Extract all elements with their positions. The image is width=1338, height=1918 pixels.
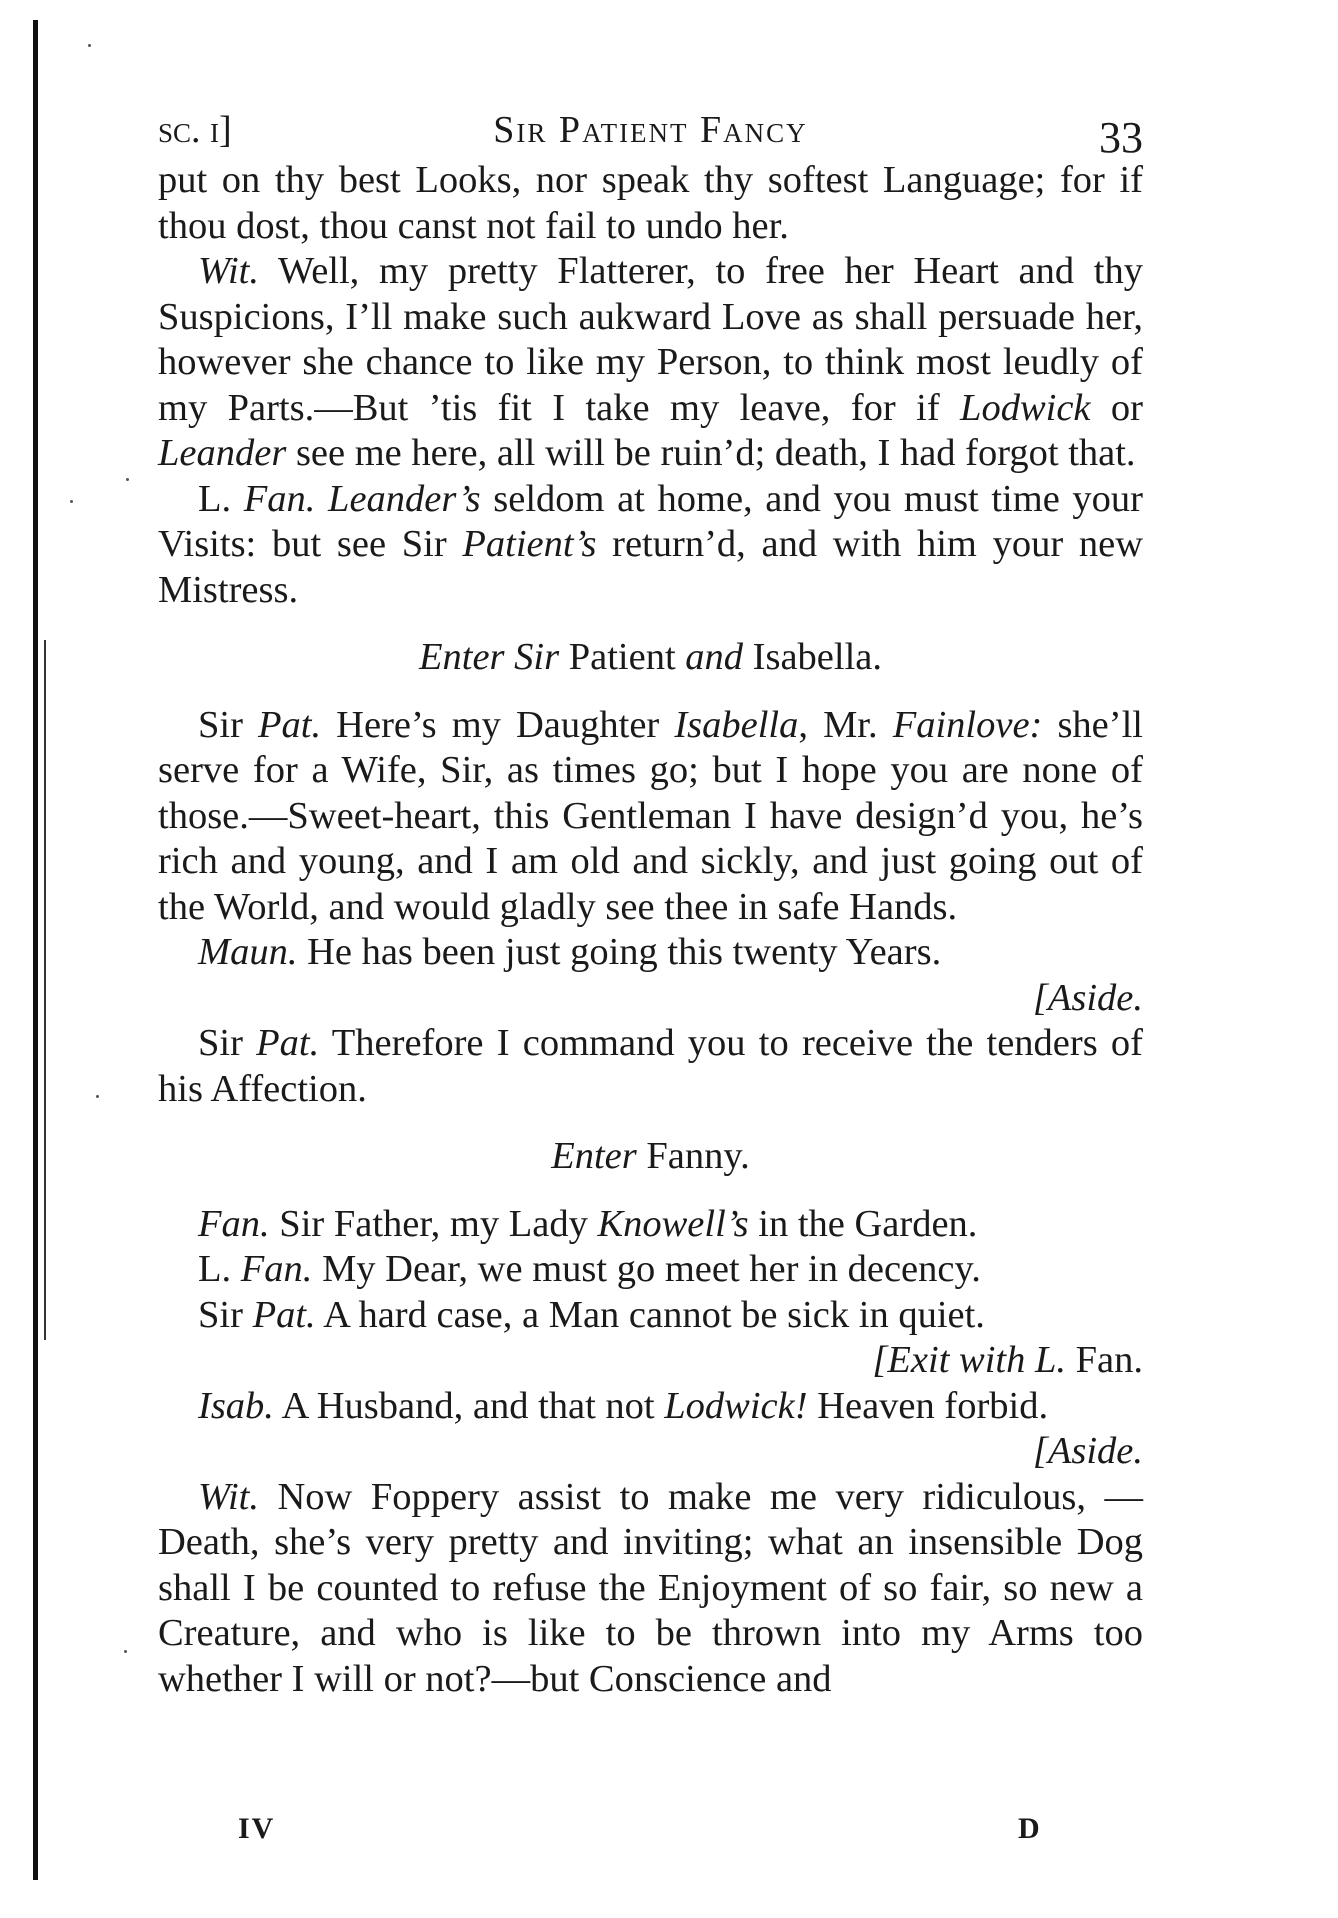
aside-direction: [Aside. — [1032, 976, 1143, 1019]
speech-text: He has been just going this twenty Years. — [297, 931, 942, 973]
speaker-prefix: L. — [198, 477, 244, 520]
speech — [158, 1021, 1143, 1112]
stage-name: Patient — [559, 636, 686, 678]
scan-speck — [88, 44, 91, 47]
exit-name: Fan. — [1066, 1339, 1143, 1381]
speech — [158, 703, 1143, 931]
running-title: Sir Patient Fancy — [493, 109, 808, 151]
speech-text: Here’s my Daughter — [321, 703, 675, 746]
speaker-name: Wit. — [198, 1475, 259, 1518]
body-text — [158, 158, 1143, 1702]
italic-name: Leander — [158, 432, 287, 474]
speech-text: seldom at home, and you must time your Visits: but see Sir — [158, 477, 1143, 565]
speaker-prefix: Sir — [198, 1022, 257, 1064]
gathering-signature: D — [1018, 1812, 1042, 1845]
italic-name: Lodwick — [960, 386, 1091, 429]
speech-text: Heaven forbid. — [807, 1384, 1049, 1427]
speech — [158, 1247, 1143, 1293]
speaker-name: Pat. — [252, 1293, 316, 1336]
speaker-name: Maun. — [198, 931, 298, 973]
speech — [158, 930, 1143, 976]
scene-label: sc. i] — [158, 109, 232, 151]
speech-text: Well, my pretty Flatterer, to free her Heart and thy Suspicions, I’ll make such aukward Love as shall persuade her, however she chance to like my Person, to think most leudly of my Parts.—But ’tis fit I take my leave, for if — [158, 250, 1143, 429]
speaker-name: Pat. — [256, 1022, 320, 1064]
exit-italic: [Exit with L. — [872, 1339, 1066, 1381]
speech-text: Sir Father, my Lady — [269, 1202, 598, 1245]
speaker-prefix: L. — [198, 1248, 241, 1290]
speaker-name: Fan. — [240, 1248, 313, 1290]
speaker-name: Pat. — [258, 703, 322, 746]
italic-name: Fainlove: — [892, 703, 1043, 746]
stage-name: Fanny. — [636, 1135, 750, 1177]
stage-name: Isabella. — [743, 636, 882, 678]
speaker-name: Fan. — [198, 1202, 270, 1245]
paragraph-text: put on thy best Looks, nor speak thy softest Language; for if thou dost, thou canst not fail to undo her. — [158, 159, 1143, 247]
speech-text: My Dear, we must go meet her in decency. — [312, 1248, 981, 1290]
italic-name: Leander’s — [328, 477, 481, 520]
speaker-name: Isab. — [198, 1384, 274, 1427]
speaker-prefix: Sir — [198, 703, 259, 746]
page-number: 33 — [1099, 113, 1143, 162]
speech-text: A Husband, and that not — [273, 1384, 665, 1427]
speech — [158, 1475, 1143, 1703]
stage-italic: Enter — [551, 1135, 637, 1177]
scan-speck — [96, 1095, 99, 1098]
aside-direction: [Aside. — [1032, 1430, 1143, 1472]
speech — [158, 1293, 1143, 1339]
italic-name: Lodwick! — [664, 1384, 808, 1427]
speech-text: A hard case, a Man cannot be sick in quiet. — [315, 1293, 985, 1336]
stage-direction — [158, 635, 1143, 681]
running-head — [158, 108, 1143, 162]
speaker-prefix: Sir — [198, 1293, 253, 1336]
speech-text: see me here, all will be ruin’d; death, I had forgot that. — [286, 432, 1136, 474]
speech — [158, 249, 1143, 477]
paragraph — [158, 158, 1143, 249]
stage-italic: and — [685, 636, 744, 678]
speech — [158, 1202, 1143, 1248]
italic-name: Patient’s — [462, 523, 597, 565]
scan-speck — [126, 478, 129, 481]
speech-text: she’ll serve for a Wife, Sir, as times go; but I hope you are none of those.—Sweet-heart, this Gentleman I have design’d you, he’s rich and young, and I am old and sickly, and just going out of the World, and would gladly see thee in safe Hands. — [158, 703, 1143, 928]
speech — [158, 477, 1143, 614]
speech-text: , Mr. — [798, 703, 893, 746]
scan-speck — [70, 500, 73, 503]
binding-gutter-shadow — [33, 20, 38, 1880]
volume-signature: IV — [238, 1812, 276, 1845]
speech-text: in the Garden. — [748, 1202, 978, 1245]
speaker-name: Wit. — [198, 250, 259, 292]
italic-name: Knowell’s — [597, 1202, 749, 1245]
speaker-name: Fan. — [243, 477, 316, 520]
speech — [158, 1384, 1143, 1430]
binding-gutter-line — [44, 640, 46, 1340]
speech-text: Now Foppery assist to make me very ridiculous, —Death, she’s very pretty and inviting; what an insensible Dog shall I be counted to refuse the Enjoyment of so fair, so new a Creature, and who is like to be thrown into my Arms too whether I will or not?—but Conscience and — [158, 1475, 1143, 1700]
stage-italic: Enter Sir — [419, 636, 560, 678]
speech-text: return’d, and with him your new Mistress. — [158, 523, 1143, 611]
stage-direction — [158, 1134, 1143, 1180]
scan-speck — [124, 1650, 127, 1653]
exit-direction — [158, 1338, 1143, 1384]
speech-text: or — [1090, 386, 1143, 429]
speech-text: Therefore I command you to receive the tenders of his Affection. — [158, 1022, 1143, 1110]
italic-name: Isabella — [674, 703, 799, 746]
